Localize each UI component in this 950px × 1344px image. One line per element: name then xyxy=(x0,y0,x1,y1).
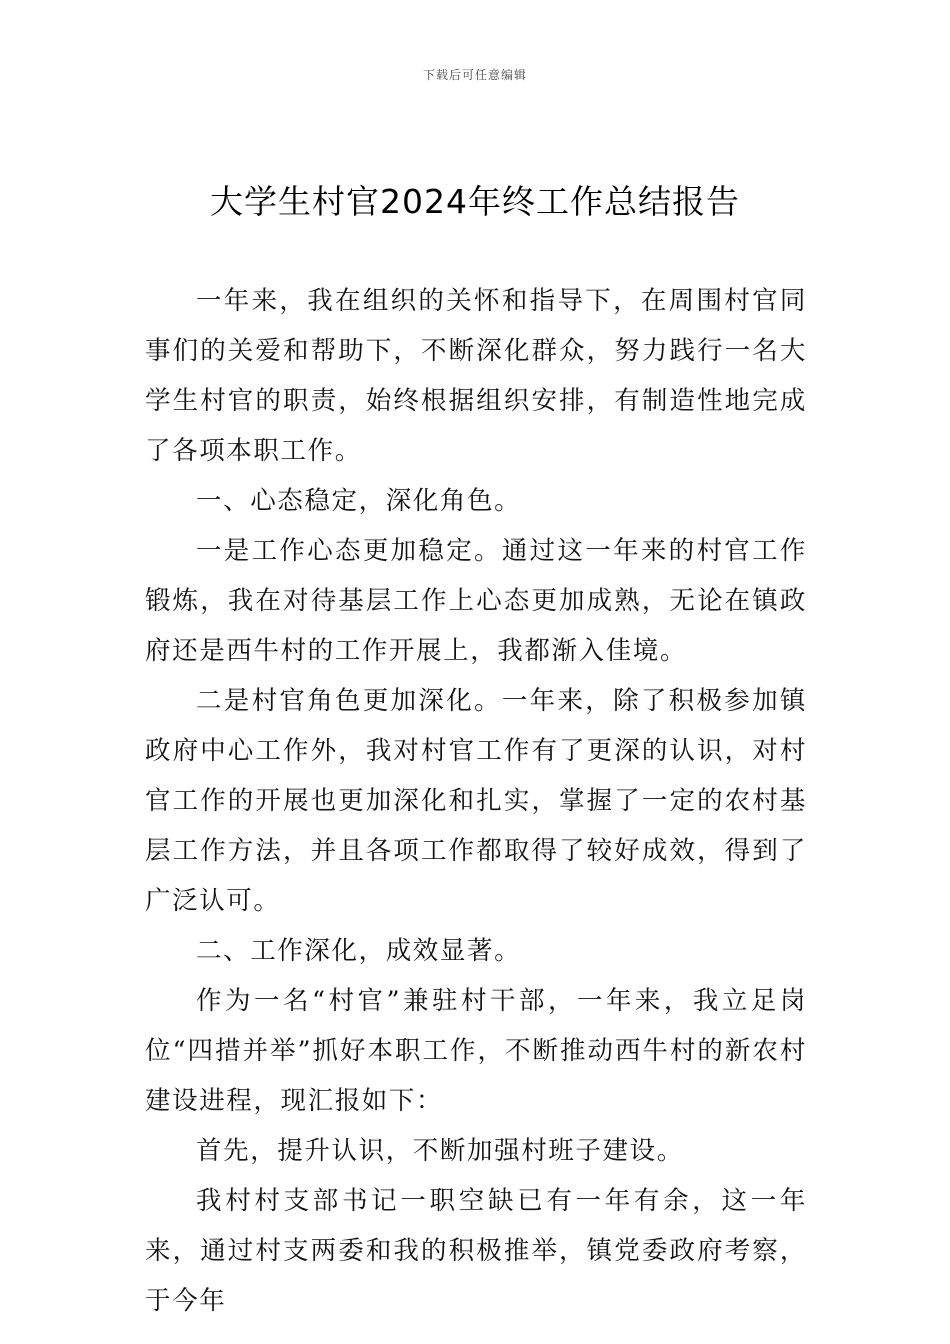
paragraph-first: 首先，提升认识，不断加强村班子建设。 xyxy=(196,1136,684,1166)
paragraph-mindset: 一是工作心态更加稳定。通过这一年来的村官工作锻炼，我在对待基层工作上心态更加成熟，无论在镇政府还是西牛村的工作开展上，我都渐入佳境。 xyxy=(145,536,807,666)
section-heading-2: 二、工作深化，成效显著。 xyxy=(196,936,522,966)
section-heading-1: 一、心态稳定，深化角色。 xyxy=(196,486,522,516)
document-title: 大学生村官2024年终工作总结报告 xyxy=(210,182,740,221)
paragraph-secretary: 我村村支部书记一职空缺已有一年有余，这一年来，通过村支两委和我的积极推举，镇党委政府考察，于今年 xyxy=(145,1186,807,1316)
paragraph-intro: 一年来，我在组织的关怀和指导下，在周围村官同事们的关爱和帮助下，不断深化群众，努力践行一名大学生村官的职责，始终根据组织安排，有制造性地完成了各项本职工作。 xyxy=(145,286,807,466)
header-note: 下载后可任意编辑 xyxy=(422,68,527,82)
paragraph-role: 二是村官角色更加深化。一年来，除了积极参加镇政府中心工作外，我对村官工作有了更深的认识，对村官工作的开展也更加深化和扎实，掌握了一定的农村基层工作方法，并且各项工作都取得了较好成效，得到了广泛认可。 xyxy=(145,686,807,916)
document-body xyxy=(145,276,807,1326)
paragraph-work: 作为一名“村官”兼驻村干部，一年来，我立足岗位“四措并举”抓好本职工作，不断推动西牛村的新农村建设进程，现汇报如下： xyxy=(145,986,807,1116)
